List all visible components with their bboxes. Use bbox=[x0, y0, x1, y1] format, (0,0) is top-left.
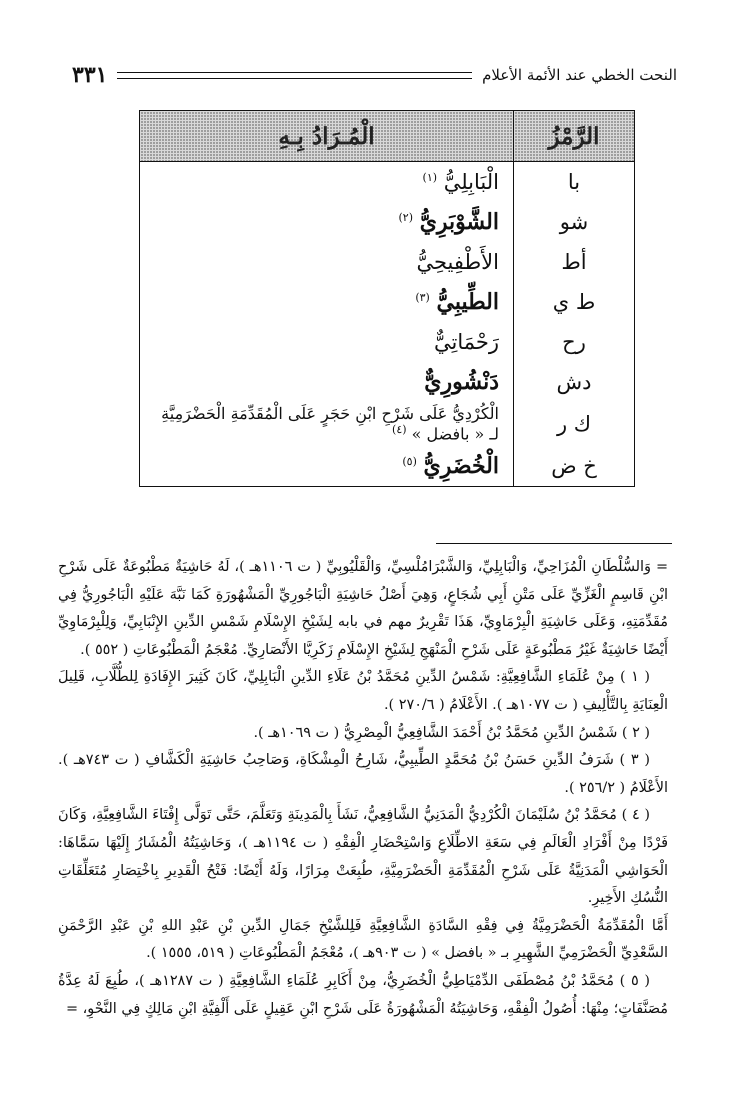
symbol-cell: أط bbox=[514, 242, 635, 282]
meaning-cell bbox=[140, 446, 514, 487]
table-header-row bbox=[140, 111, 635, 162]
meaning-cell bbox=[140, 402, 514, 446]
symbol-cell: دش bbox=[514, 362, 635, 402]
symbol-table bbox=[139, 110, 635, 487]
header-meaning: الْمُـرَادُ بِـهِ bbox=[140, 111, 514, 162]
meaning-cell bbox=[140, 202, 514, 242]
meaning-cell bbox=[140, 322, 514, 362]
footnote-divider bbox=[436, 543, 672, 544]
footnotes bbox=[58, 554, 668, 1023]
table-row bbox=[140, 362, 635, 402]
footnote-ref: (٥) bbox=[402, 454, 417, 468]
symbol-cell: رح bbox=[514, 322, 635, 362]
footnote-2: ( ٢ ) شَمْسُ الدِّينِ مُحَمَّدُ بْنُ أَحْمَدَ الشَّافِعِيُّ الْمِصْرِيُّ ( ت ١٠٦٩هـ ). bbox=[253, 724, 650, 741]
footnote-ref: (١) bbox=[422, 171, 438, 185]
meaning-text: الْبَابِلِيُّ bbox=[443, 170, 499, 195]
table-row bbox=[140, 282, 635, 322]
table-row bbox=[140, 322, 635, 362]
header-rule bbox=[117, 72, 472, 79]
symbol-cell: شو bbox=[514, 202, 635, 242]
table-row bbox=[140, 242, 635, 282]
footnote-ref: (٣) bbox=[415, 291, 430, 305]
meaning-text: الْكُرْدِيُّ عَلَى شَرْحِ ابْنِ حَجَرٍ عَلَى الْمُقَدِّمَةِ الْحَضْرَمِيَّةِ لـ « بافضل » bbox=[161, 404, 499, 444]
table-row bbox=[140, 202, 635, 242]
meaning-text: دَنْشُورِيٌّ bbox=[424, 369, 499, 396]
meaning-text: الطِّيبِيُّ bbox=[436, 289, 499, 316]
meaning-cell bbox=[140, 282, 514, 322]
meaning-cell bbox=[140, 362, 514, 402]
footnote-ref: (٤) bbox=[392, 423, 407, 437]
footnote-continuation: = وَالسُّلْطَانِ الْمُزَاحِيِّ، وَالْبَابِلِيِّ، وَالشَّبْرَامُلْسِيِّ، وَالْقَلْيُوبِيِّ ( ت ١١٠٦هـ )، لَهُ حَاشِيَةٌ مَطْبُوعَةٌ عَلَى شَرْحِ ابْنِ قَاسِمٍ الْغَزِّيِّ عَلَى مَتْنِ أَبِي شُجَاعٍ، وَهِيَ أَصْلُ حَاشِيَةِ الْبَاجُورِيِّ الْمَشْهُورَةِ كَمَا نَبَّهَ عَلَيْهِ الْبَاجُورِيُّ فِي مُقَدِّمَتِهِ، وَعَلَى حَاشِيَةِ الْبِرْمَاوِيِّ، هَذَا تَقْرِيرٌ مهم في بابه لِشَيْخِ الإِسْلَامِ شَمْسِ الدِّينِ الإِنْبَابِيِّ، وَلِلْبِرْمَاوِيِّ أَيْضًا حَاشِيَةٌ غَيْرُ مَطْبُوعَةٍ عَلَى شَرْحِ الْمَنْهَجِ لِشَيْخِ الإِسْلَامِ زَكَرِيَّا الأَنْصَارِيِّ. مُعْجَمُ الْمَطْبُوعَاتِ ( ٥٥٢ ). bbox=[58, 559, 668, 658]
footnote-3: ( ٣ ) شَرَفُ الدِّينِ حَسَنُ بْنُ مُحَمَّدٍ الطِّيبِيُّ، شَارِحُ الْمِشْكَاةِ، وَصَاحِبُ حَاشِيَةِ الْكَشَّافِ ( ت ٧٤٣هـ ). الأَعْلَامُ ( ٢٥٦/٢ ). bbox=[58, 752, 668, 796]
page-number: ٣٣١ bbox=[72, 62, 108, 88]
symbol-cell: ك ر bbox=[514, 402, 635, 446]
meaning-cell bbox=[140, 242, 514, 282]
running-header bbox=[72, 62, 677, 88]
footnote-5: ( ٥ ) مُحَمَّدُ بْنُ مُصْطَفَى الدِّمْيَاطِيُّ الْخُضَرِيُّ، مِنْ أَكَابِرِ عُلَمَاءِ الشَّافِعِيَّةِ ( ت ١٢٨٧هـ )، طُبِعَ لَهُ عِدَّةُ مُصَنَّفَاتٍ؛ مِنْهَا: أُصُولُ الْفِقْهِ، وَحَاشِيَتُهُ الْمَشْهُورَةُ عَلَى شَرْحِ ابْنِ عَقِيلٍ عَلَى أَلْفِيَّةِ ابْنِ مَالِكٍ فِي النَّحْوِ، = bbox=[58, 972, 668, 1017]
symbol-cell: با bbox=[514, 162, 635, 203]
meaning-text: الأَطْفِيحِيُّ bbox=[416, 250, 499, 275]
footnote-4: ( ٤ ) مُحَمَّدُ بْنُ سُلَيْمَانَ الْكُرْدِيُّ الْمَدَنِيُّ الشَّافِعِيُّ، نَشَأَ بِالْمَدِينَةِ وَتَعَلَّمَ، حَتَّى تَوَلَّى إِفْتَاءَ الشَّافِعِيَّةِ، وَكَانَ فَرْدًا مِنْ أَفْرَادِ الْعَالَمِ فِي سَعَةِ الاطِّلَاعِ وَاسْتِحْضَارِ الْفِقْهِ ( ت ١١٩٤هـ )، وَحَاشِيَتُهُ الْمُشَارُ إِلَيْهَا سَمَّاهَا: الْحَوَاشِي الْمَدَنِيَّةُ عَلَى شَرْحِ الْمُقَدِّمَةِ الْحَضْرَمِيَّةِ، طُبِعَتْ مِرَارًا، وَلَهُ أَيْضًا: فَتْحُ الْقَدِيرِ بِاخْتِصَارِ مُتَعَلِّقَاتِ النُّسُكِ الأَخِيرِ. bbox=[58, 807, 668, 907]
meaning-text: رَحْمَاتِيٌّ bbox=[433, 330, 499, 355]
table-row bbox=[140, 446, 635, 487]
footnote-4-cont: أَمَّا الْمُقَدِّمَةُ الْحَضْرَمِيَّةُ فِي فِقْهِ السَّادَةِ الشَّافِعِيَّةِ فَلِلشَّيْخِ جَمَالِ الدِّينِ بْنِ عَبْدِ اللهِ بْنِ عَبْدِ الرَّحْمَنِ السَّعْدِيِّ الْحَضْرَمِيِّ الشَّهِيرِ بـ « بافضل » ( ت ٩٠٣هـ )، مُعْجَمُ الْمَطْبُوعَاتِ ( ٥١٩، ١٥٥٥ ). bbox=[58, 917, 668, 962]
symbol-cell: خ ض bbox=[514, 446, 635, 487]
table-row bbox=[140, 402, 635, 446]
book-title: النحت الخطي عند الأئمة الأعلام bbox=[482, 66, 677, 84]
footnote-1: ( ١ ) مِنْ عُلَمَاءِ الشَّافِعِيَّةِ: شَمْسُ الدِّينِ مُحَمَّدُ بْنُ عَلَاءِ الدِّينِ الْبَابِلِيِّ، كَانَ كَثِيرَ الإِفَادَةِ لِلطُّلَّابِ، قَلِيلَ الْعِنَايَةِ بِالتَّأْلِيفِ ( ت ١٠٧٧هـ ). الأَعْلَامُ ( ٢٧٠/٦ ). bbox=[58, 669, 668, 713]
header-symbol: الرَّمْزُ bbox=[514, 111, 635, 162]
symbol-cell: ط ي bbox=[514, 282, 635, 322]
footnote-ref: (٢) bbox=[398, 211, 414, 225]
meaning-text: الْخُضَرِيُّ bbox=[423, 452, 499, 479]
meaning-text: الشَّوْبَرِيُّ bbox=[419, 209, 499, 236]
table-row bbox=[140, 162, 635, 203]
meaning-cell bbox=[140, 162, 514, 203]
